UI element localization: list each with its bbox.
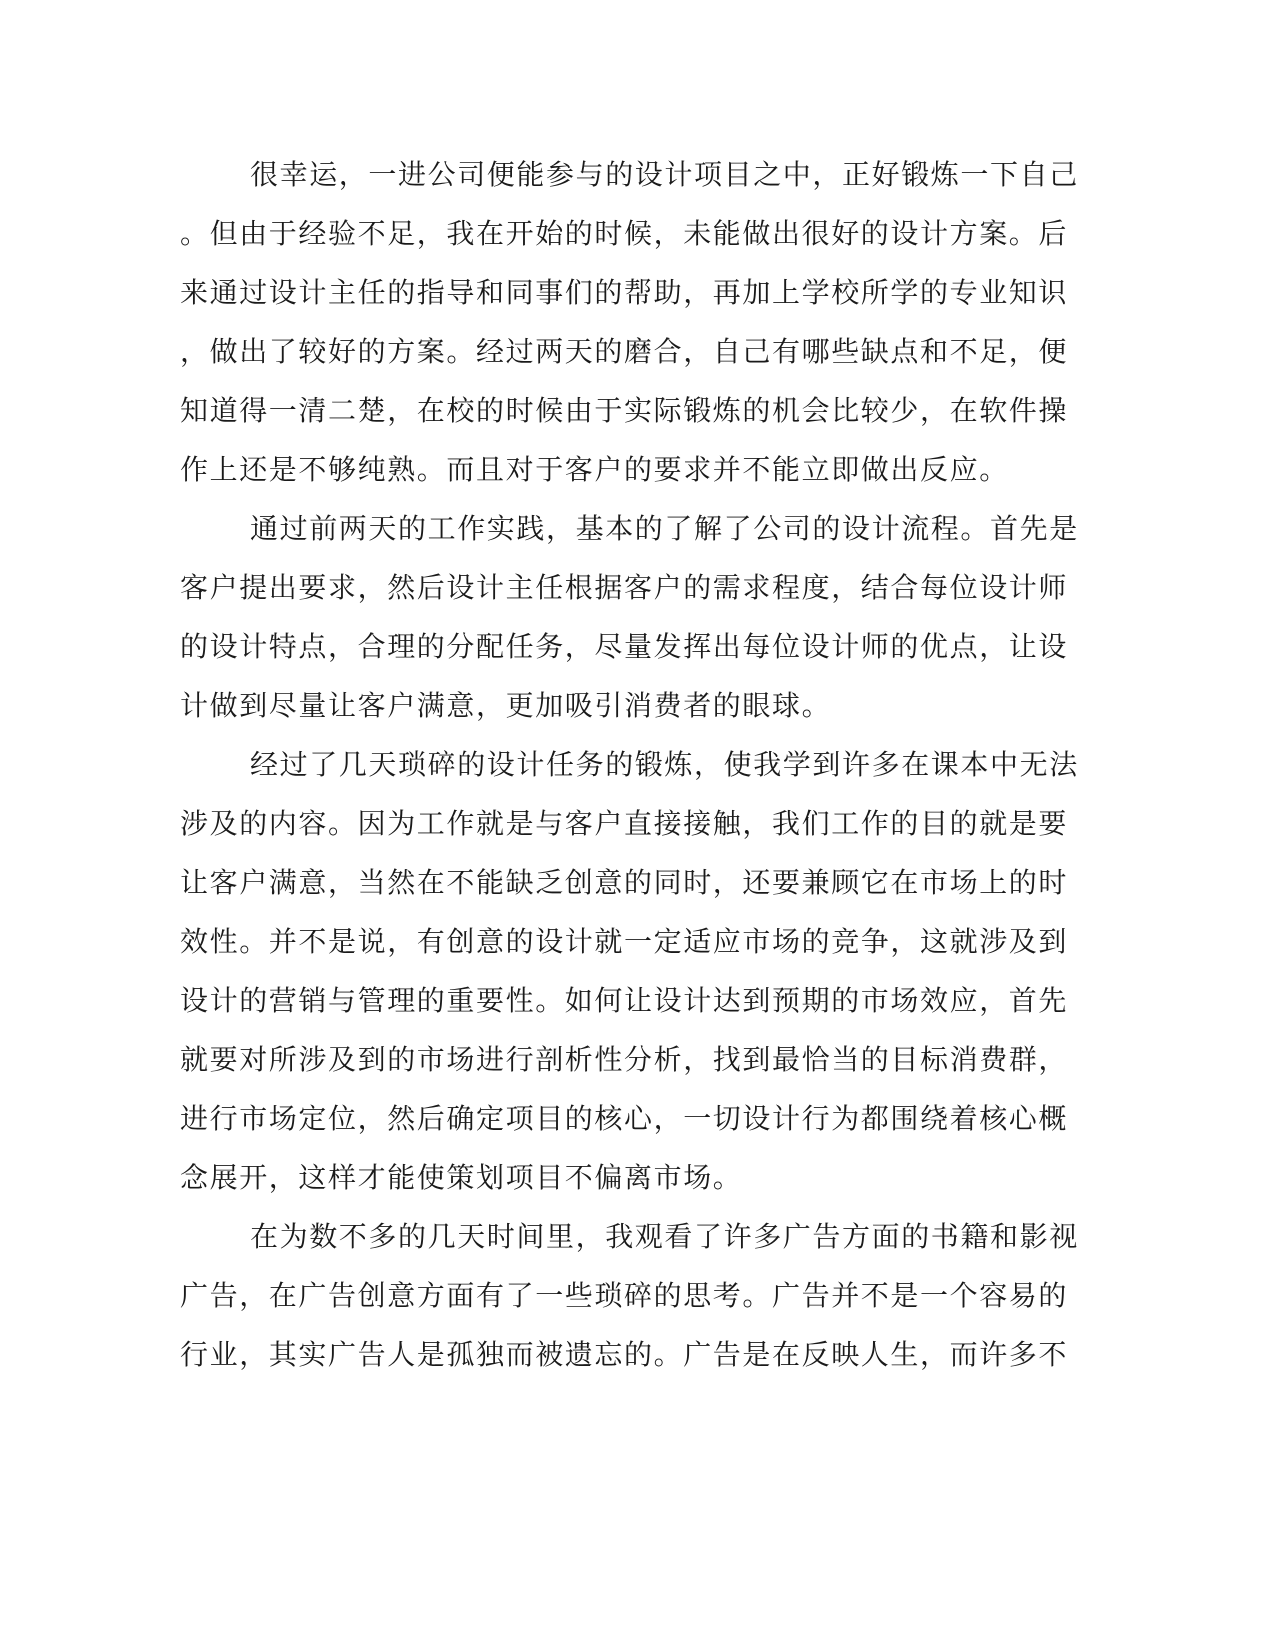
paragraph-1-line-4: ，做出了较好的方案。经过两天的磨合，自己有哪些缺点和不足，便	[180, 335, 1069, 368]
paragraph-2-line-3: 的设计特点，合理的分配任务，尽量发挥出每位设计师的优点，让设	[180, 630, 1069, 663]
paragraph-1-line-3: 来通过设计主任的指导和同事们的帮助，再加上学校所学的专业知识	[180, 276, 1069, 309]
paragraph-2-line-1: 通过前两天的工作实践，基本的了解了公司的设计流程。首先是	[250, 512, 1079, 545]
paragraph-1-line-6: 作上还是不够纯熟。而且对于客户的要求并不能立即做出反应。	[180, 453, 1009, 486]
paragraph-3-line-7: 进行市场定位，然后确定项目的核心，一切设计行为都围绕着核心概	[180, 1102, 1069, 1135]
paragraph-2-line-4: 计做到尽量让客户满意，更加吸引消费者的眼球。	[180, 689, 832, 722]
paragraph-3-line-1: 经过了几天琐碎的设计任务的锻炼，使我学到许多在课本中无法	[250, 748, 1079, 781]
paragraph-3-line-3: 让客户满意，当然在不能缺乏创意的同时，还要兼顾它在市场上的时	[180, 866, 1069, 899]
paragraph-2-line-2: 客户提出要求，然后设计主任根据客户的需求程度，结合每位设计师	[180, 571, 1069, 604]
paragraph-4-line-2: 广告，在广告创意方面有了一些琐碎的思考。广告并不是一个容易的	[180, 1279, 1069, 1312]
paragraph-3-line-2: 涉及的内容。因为工作就是与客户直接接触，我们工作的目的就是要	[180, 807, 1069, 840]
paragraph-4-line-3: 行业，其实广告人是孤独而被遗忘的。广告是在反映人生，而许多不	[180, 1338, 1069, 1371]
paragraph-3-line-6: 就要对所涉及到的市场进行剖析性分析，找到最恰当的目标消费群，	[180, 1043, 1069, 1076]
paragraph-3-line-5: 设计的营销与管理的重要性。如何让设计达到预期的市场效应，首先	[180, 984, 1069, 1017]
paragraph-1-line-2: 。但由于经验不足，我在开始的时候，未能做出很好的设计方案。后	[180, 217, 1069, 250]
paragraph-1-line-1: 很幸运，一进公司便能参与的设计项目之中，正好锻炼一下自己	[250, 158, 1079, 191]
paragraph-4-line-1: 在为数不多的几天时间里，我观看了许多广告方面的书籍和影视	[250, 1220, 1079, 1253]
paragraph-3-line-4: 效性。并不是说，有创意的设计就一定适应市场的竞争，这就涉及到	[180, 925, 1069, 958]
paragraph-1-line-5: 知道得一清二楚，在校的时候由于实际锻炼的机会比较少，在软件操	[180, 394, 1069, 427]
paragraph-3-line-8: 念展开，这样才能使策划项目不偏离市场。	[180, 1161, 743, 1194]
